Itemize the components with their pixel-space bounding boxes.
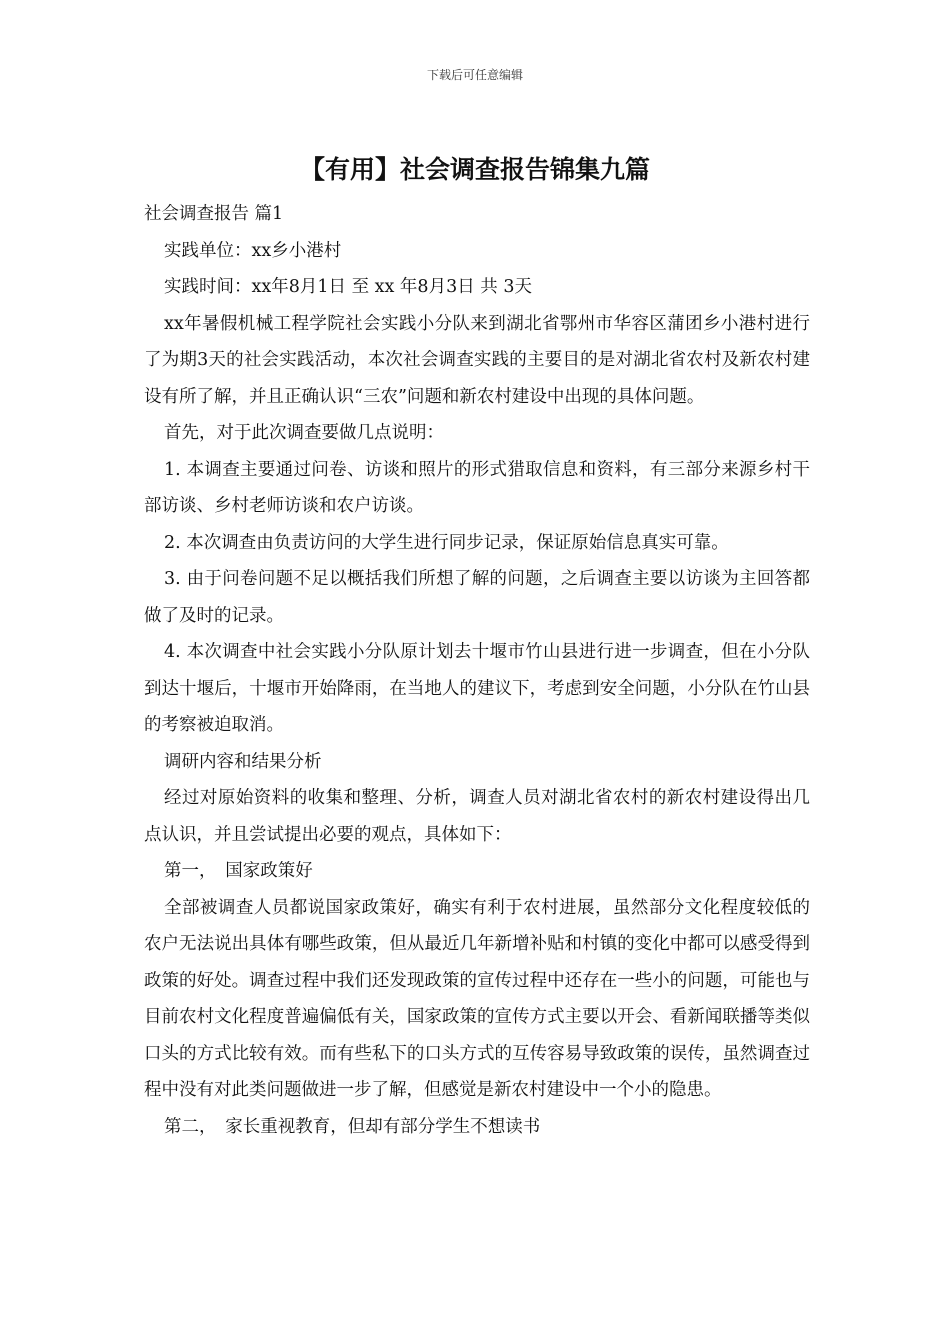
paragraph-unit: 实践单位：xx乡小港村 — [164, 240, 342, 261]
document-title: 【有用】社会调查报告锦集九篇 — [299, 155, 650, 184]
paragraph-note-2: 2. 本次调查由负责访问的大学生进行同步记录，保证原始信息真实可靠。 — [164, 532, 729, 553]
paragraph-point-1-heading: 第一， 国家政策好 — [164, 861, 313, 881]
section-heading: 社会调查报告 篇1 — [144, 204, 284, 224]
paragraph-notes-heading: 首先，对于此次调查要做几点说明： — [164, 423, 444, 443]
paragraph-point-1-body: 全部被调查人员都说国家政策好，确实有利于农村进展，虽然部分文化程度较低的农户无法说出具体有哪些政策，但从最近几年新增补贴和村镇的变化中都可以感受得到政策的好处。调查过程中我们还发现政策的宣传过程中还存在一些小的问题，可能也与目前农村文化程度普遍偏低有关，国家政策的宣传方式主要以开会、看新闻联播等类似口头的方式比较有效。而有些私下的口头方式的互传容易导致政策的误传，虽然调查过程中没有对此类问题做进一步了解，但感觉是新农村建设中一个小的隐患。 — [144, 897, 810, 1100]
header-note: 下载后可任意编辑 — [426, 68, 523, 82]
paragraph-analysis-heading: 调研内容和结果分析 — [164, 751, 322, 772]
paragraph-intro: xx年暑假机械工程学院社会实践小分队来到湖北省鄂州市华容区蒲团乡小港村进行了为期3天的社会实践活动，本次社会调查实践的主要目的是对湖北省农村及新农村建设有所了解，并且正确认识“三农”问题和新农村建设中出现的具体问题。 — [144, 313, 810, 407]
paragraph-point-2-heading: 第二， 家长重视教育，但却有部分学生不想读书 — [164, 1116, 541, 1137]
paragraph-note-1: 1. 本调查主要通过问卷、访谈和照片的形式猎取信息和资料，有三部分来源乡村干部访谈、乡村老师访谈和农户访谈。 — [144, 459, 810, 516]
paragraph-note-4: 4. 本次调查中社会实践小分队原计划去十堰市竹山县进行进一步调查，但在小分队到达十堰后，十堰市开始降雨，在当地人的建议下，考虑到安全问题，小分队在竹山县的考察被迫取消。 — [144, 642, 810, 735]
paragraph-time: 实践时间：xx年8月1日 至 xx 年8月3日 共 3天 — [164, 277, 532, 297]
paragraph-analysis-intro: 经过对原始资料的收集和整理、分析，调查人员对湖北省农村的新农村建设得出几点认识，并且尝试提出必要的观点，具体如下： — [144, 788, 810, 845]
paragraph-note-3: 3. 由于问卷问题不足以概括我们所想了解的问题，之后调查主要以访谈为主回答都做了及时的记录。 — [144, 569, 810, 626]
document-body — [144, 196, 810, 1145]
